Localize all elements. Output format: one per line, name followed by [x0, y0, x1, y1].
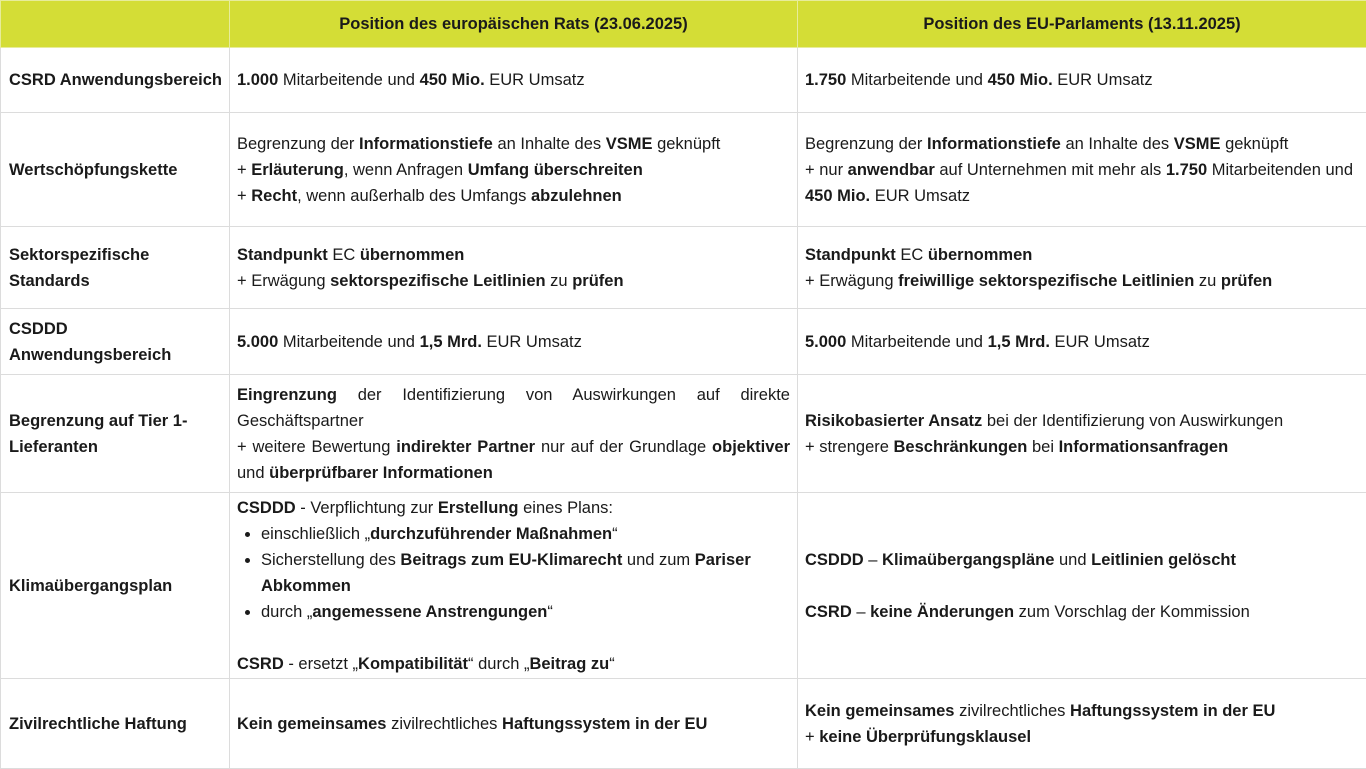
text: + nur	[805, 161, 848, 179]
paragraph	[805, 599, 1359, 625]
paragraph	[237, 242, 790, 268]
paragraph	[237, 382, 790, 434]
text: + weitere Bewertung	[237, 438, 396, 456]
bold-text: keine Änderungen	[870, 603, 1014, 621]
bold-text: Leitlinien gelöscht	[1091, 551, 1236, 569]
parliament-cell	[798, 113, 1366, 227]
text: EUR Umsatz	[485, 71, 585, 89]
bold-text: 1.000	[237, 71, 278, 89]
text: bei der Identifizierung von Auswirkungen	[982, 412, 1283, 430]
header-empty	[1, 1, 230, 48]
text: –	[852, 603, 870, 621]
text: Begrenzung der	[805, 135, 927, 153]
bold-text: Informationsanfragen	[1059, 438, 1229, 456]
text: auf Unternehmen mit mehr als	[935, 161, 1166, 179]
text: , wenn außerhalb des Umfangs	[297, 187, 531, 205]
paragraph	[805, 698, 1359, 724]
bold-text: VSME	[606, 135, 653, 153]
table-row	[1, 113, 1366, 227]
row-label: Zivilrechtliche Haftung	[1, 679, 230, 769]
bullet-item	[261, 599, 790, 625]
bold-text: Standpunkt	[237, 246, 328, 264]
bold-text: Beschränkungen	[894, 438, 1028, 456]
bold-text: überprüfbarer Informationen	[269, 464, 493, 482]
bold-text: Beitrag zu	[529, 655, 609, 673]
text: an Inhalte des	[1061, 135, 1174, 153]
bullet-item	[261, 547, 790, 599]
bullet-list	[237, 521, 790, 625]
table-row	[1, 375, 1366, 493]
bold-text: Kein gemeinsames	[237, 715, 386, 733]
bold-text: durchzuführender Maßnahmen	[370, 525, 612, 543]
bold-text: Kein gemeinsames	[805, 702, 954, 720]
paragraph	[237, 268, 790, 294]
text: Mitarbeitende und	[846, 71, 987, 89]
bold-text: anwendbar	[848, 161, 935, 179]
text: +	[237, 161, 251, 179]
text: Mitarbeitenden und	[1207, 161, 1353, 179]
text: und zum	[622, 551, 694, 569]
text: Mitarbeitende und	[846, 333, 987, 351]
parliament-cell	[798, 679, 1366, 769]
bold-text: 1,5 Mrd.	[420, 333, 482, 351]
text: +	[805, 728, 819, 746]
bold-text: 1,5 Mrd.	[988, 333, 1050, 351]
bold-text: angemessene Anstrengungen	[312, 603, 547, 621]
parliament-cell	[798, 375, 1366, 493]
bold-text: Risikobasierter Ansatz	[805, 412, 982, 430]
paragraph	[805, 408, 1359, 434]
text: Mitarbeitende und	[278, 71, 419, 89]
council-cell	[230, 227, 798, 309]
text: eines Plans:	[519, 499, 613, 517]
paragraph	[237, 329, 790, 355]
parliament-cell	[798, 493, 1366, 679]
text: zivilrechtliches	[386, 715, 502, 733]
bold-text: CSRD	[237, 655, 284, 673]
paragraph	[805, 724, 1359, 750]
bold-text: Erläuterung	[251, 161, 344, 179]
bold-text: CSRD	[805, 603, 852, 621]
text: Sicherstellung des	[261, 551, 400, 569]
text: zum Vorschlag der Kommission	[1014, 603, 1250, 621]
paragraph	[805, 329, 1359, 355]
bold-text: Haftungssystem in der EU	[502, 715, 707, 733]
parliament-cell	[798, 48, 1366, 113]
text: an Inhalte des	[493, 135, 606, 153]
council-cell	[230, 309, 798, 375]
bold-text: 1.750	[805, 71, 846, 89]
text: “	[612, 525, 618, 543]
table-row	[1, 493, 1366, 679]
bold-text: freiwillige sektorspezifische Leitlinien	[898, 272, 1194, 290]
row-label: Klimaübergangsplan	[1, 493, 230, 679]
paragraph	[805, 547, 1359, 573]
row-label: Begrenzung auf Tier 1-Lieferanten	[1, 375, 230, 493]
blank-line	[805, 573, 1359, 599]
text: Begrenzung der	[237, 135, 359, 153]
bold-text: Kompatibilität	[358, 655, 468, 673]
text: + Erwägung	[805, 272, 898, 290]
bold-text: Beitrags zum EU-Klimarecht	[400, 551, 622, 569]
paragraph	[237, 157, 790, 183]
text: EUR Umsatz	[1050, 333, 1150, 351]
header-row	[1, 1, 1366, 48]
bold-text: übernommen	[360, 246, 465, 264]
text: - Verpflichtung zur	[296, 499, 438, 517]
bold-text: Informationstiefe	[359, 135, 493, 153]
row-label: Wertschöpfungskette	[1, 113, 230, 227]
council-cell	[230, 48, 798, 113]
bold-text: 450 Mio.	[420, 71, 485, 89]
bold-text: objektiver	[712, 438, 790, 456]
council-cell	[230, 493, 798, 679]
bold-text: Informationstiefe	[927, 135, 1061, 153]
bold-text: Standpunkt	[805, 246, 896, 264]
paragraph	[805, 434, 1359, 460]
header-council: Position des europäischen Rats (23.06.2025)	[230, 1, 798, 48]
text: + Erwägung	[237, 272, 330, 290]
text: “	[609, 655, 615, 673]
bullet-item	[261, 521, 790, 547]
bold-text: übernommen	[928, 246, 1033, 264]
paragraph	[805, 67, 1359, 93]
council-cell	[230, 375, 798, 493]
bold-text: CSDDD	[237, 499, 296, 517]
paragraph	[237, 495, 790, 521]
paragraph	[237, 711, 790, 737]
paragraph	[237, 131, 790, 157]
text: “	[547, 603, 553, 621]
paragraph	[237, 67, 790, 93]
paragraph	[237, 183, 790, 209]
bold-text: sektorspezifische Leitlinien	[330, 272, 545, 290]
paragraph	[237, 434, 790, 486]
text: nur auf der Grundlage	[535, 438, 712, 456]
text: “ durch „	[468, 655, 529, 673]
parliament-cell	[798, 227, 1366, 309]
text: EUR Umsatz	[482, 333, 582, 351]
paragraph	[805, 157, 1359, 209]
bold-text: Pariser Abkommen	[261, 551, 751, 595]
text: –	[864, 551, 882, 569]
bold-text: Haftungssystem in der EU	[1070, 702, 1275, 720]
text: EC	[896, 246, 928, 264]
row-label: CSRD Anwendungsbereich	[1, 48, 230, 113]
table-row	[1, 227, 1366, 309]
row-label: CSDDD Anwendungsbereich	[1, 309, 230, 375]
text: Mitarbeitende und	[278, 333, 419, 351]
row-label: Sektorspezifische Standards	[1, 227, 230, 309]
paragraph	[805, 268, 1359, 294]
bold-text: 5.000	[237, 333, 278, 351]
text: geknüpft	[1220, 135, 1288, 153]
bold-text: 5.000	[805, 333, 846, 351]
text: +	[237, 187, 251, 205]
bold-text: Klimaübergangspläne	[882, 551, 1054, 569]
text: EUR Umsatz	[870, 187, 970, 205]
bold-text: Umfang überschreiten	[468, 161, 643, 179]
bold-text: Eingrenzung	[237, 386, 337, 404]
council-cell	[230, 113, 798, 227]
text: EC	[328, 246, 360, 264]
bold-text: VSME	[1174, 135, 1221, 153]
bold-text: prüfen	[572, 272, 623, 290]
text: und	[237, 464, 269, 482]
council-cell	[230, 679, 798, 769]
text: und	[1054, 551, 1091, 569]
text: EUR Umsatz	[1053, 71, 1153, 89]
text: durch „	[261, 603, 312, 621]
text: + strengere	[805, 438, 894, 456]
paragraph	[237, 651, 790, 677]
bold-text: prüfen	[1221, 272, 1272, 290]
bold-text: indirekter Partner	[396, 438, 535, 456]
text: zu	[546, 272, 573, 290]
parliament-cell	[798, 309, 1366, 375]
table-row	[1, 679, 1366, 769]
text: zivilrechtliches	[954, 702, 1070, 720]
bold-text: abzulehnen	[531, 187, 622, 205]
bold-text: Recht	[251, 187, 297, 205]
text: zu	[1194, 272, 1221, 290]
table-row	[1, 48, 1366, 113]
blank-line	[237, 625, 790, 651]
table-row	[1, 309, 1366, 375]
paragraph	[805, 131, 1359, 157]
text: , wenn Anfragen	[344, 161, 468, 179]
bold-text: CSDDD	[805, 551, 864, 569]
paragraph	[805, 242, 1359, 268]
bold-text: 1.750	[1166, 161, 1207, 179]
text: - ersetzt „	[284, 655, 358, 673]
bold-text: 450 Mio.	[988, 71, 1053, 89]
text: bei	[1027, 438, 1058, 456]
bold-text: Erstellung	[438, 499, 519, 517]
bold-text: keine Überprüfungsklausel	[819, 728, 1031, 746]
bold-text: 450 Mio.	[805, 187, 870, 205]
text: geknüpft	[652, 135, 720, 153]
text: einschließlich „	[261, 525, 370, 543]
header-parliament: Position des EU-Parlaments (13.11.2025)	[798, 1, 1366, 48]
text: der Identifizierung von Auswirkungen auf direkte Geschäftspartner	[237, 386, 790, 430]
